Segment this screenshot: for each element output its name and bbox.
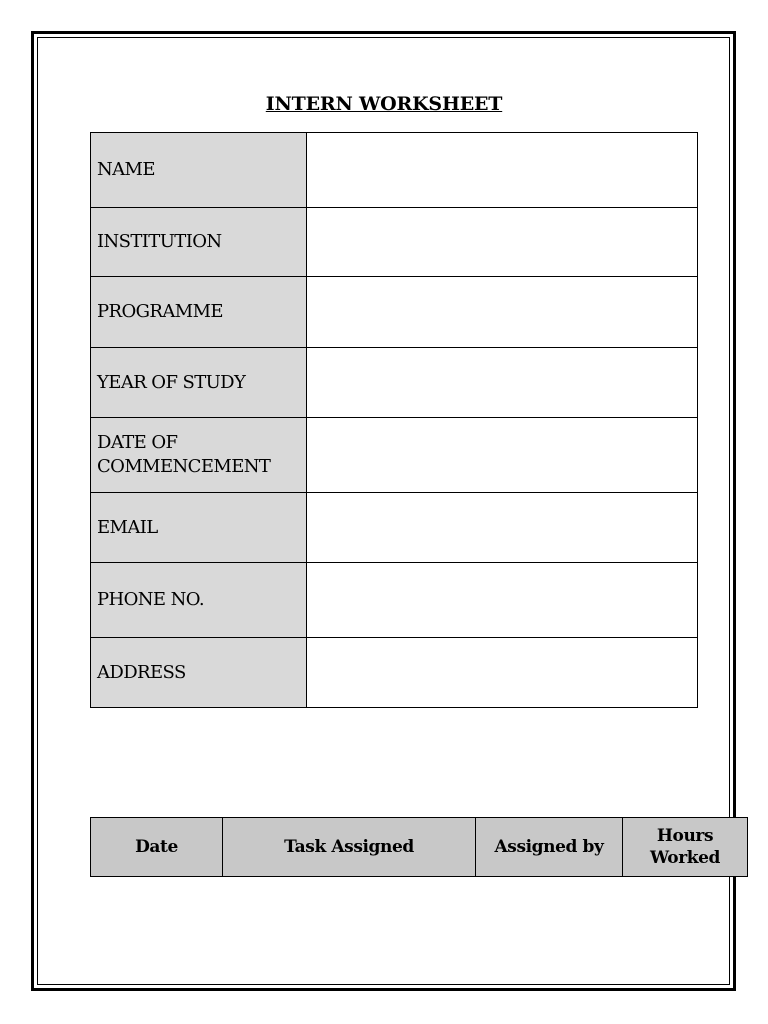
info-label-address: ADDRESS [91, 638, 307, 708]
info-label-year-of-study: YEAR OF STUDY [91, 348, 307, 418]
info-label-email: EMAIL [91, 493, 307, 563]
intern-info-table [90, 132, 698, 708]
info-label-institution: INSTITUTION [91, 208, 307, 277]
info-value-email[interactable] [307, 493, 698, 563]
info-row-name [91, 133, 698, 208]
info-row-year-of-study [91, 348, 698, 418]
column-header-hours-worked: Hours Worked [623, 818, 748, 877]
info-row-address [91, 638, 698, 708]
info-label-date-of-commencement: DATE OF COMMENCEMENT [91, 418, 307, 493]
info-label-name: NAME [91, 133, 307, 208]
info-row-programme [91, 277, 698, 348]
info-row-date-of-commencement [91, 418, 698, 493]
column-header-assigned-by: Assigned by [476, 818, 623, 877]
info-value-programme[interactable] [307, 277, 698, 348]
info-value-phone[interactable] [307, 563, 698, 638]
column-header-date: Date [91, 818, 223, 877]
info-value-name[interactable] [307, 133, 698, 208]
column-header-task-assigned: Task Assigned [223, 818, 476, 877]
info-value-date-of-commencement[interactable] [307, 418, 698, 493]
document-title: INTERN WORKSHEET [265, 93, 503, 115]
info-label-programme: PROGRAMME [91, 277, 307, 348]
info-row-institution [91, 208, 698, 277]
task-log-table [90, 817, 748, 877]
info-label-phone: PHONE NO. [91, 563, 307, 638]
info-value-address[interactable] [307, 638, 698, 708]
task-log-header-row [91, 818, 748, 877]
info-row-phone [91, 563, 698, 638]
info-value-year-of-study[interactable] [307, 348, 698, 418]
info-value-institution[interactable] [307, 208, 698, 277]
info-row-email [91, 493, 698, 563]
